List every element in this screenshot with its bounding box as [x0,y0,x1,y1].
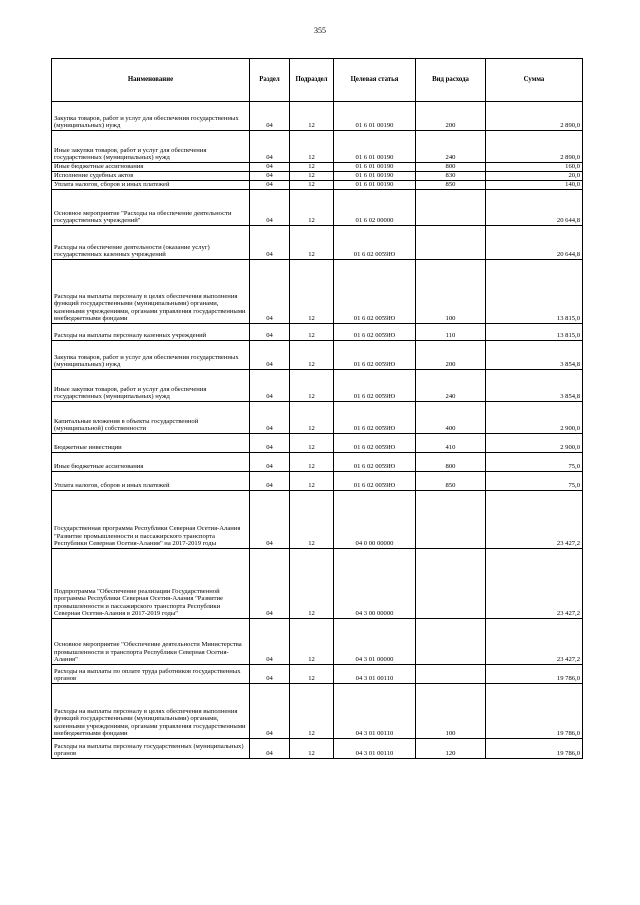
cell-expense-type [416,491,486,549]
cell-amount: 20,0 [486,172,583,181]
cell-target-article: 04 3 01 00110 [334,739,416,759]
cell-subsection: 12 [290,665,334,684]
cell-expense-type [416,619,486,665]
cell-target-article: 01 6 01 00190 [334,172,416,181]
header-amount: Сумма [486,59,583,102]
cell-section: 04 [250,163,290,172]
header-section: Раздел [250,59,290,102]
cell-name: Расходы на обеспечение деятельности (оказание услуг) государственных казенных учреждений [52,226,250,260]
cell-expense-type: 110 [416,324,486,341]
cell-target-article: 04 3 01 00110 [334,665,416,684]
cell-name: Подпрограмма "Обеспечение реализации Государственной программы Республики Северная Осетия-Алания "Развитие промышленности и пассажирского транспорта Республики Северная Осетия-Алания в 2017-2019 годы" [52,549,250,619]
cell-section: 04 [250,665,290,684]
cell-expense-type: 410 [416,434,486,453]
cell-target-article: 01 6 02 0059Ю [334,226,416,260]
cell-target-article: 04 3 00 00000 [334,549,416,619]
cell-target-article: 01 6 02 0059Ю [334,453,416,472]
cell-expense-type: 830 [416,172,486,181]
cell-section: 04 [250,549,290,619]
cell-name: Уплата налогов, сборов и иных платежей [52,472,250,491]
table-row [52,684,583,739]
table-row [52,472,583,491]
cell-expense-type: 100 [416,684,486,739]
cell-target-article: 04 3 01 00000 [334,619,416,665]
cell-expense-type [416,665,486,684]
cell-expense-type: 850 [416,181,486,190]
cell-expense-type [416,549,486,619]
cell-amount: 23 427,2 [486,619,583,665]
cell-target-article: 04 0 00 00000 [334,491,416,549]
cell-expense-type: 800 [416,453,486,472]
cell-name: Расходы на выплаты персоналу в целях обеспечения выполнения функций государственными (муниципальными) органами, казенными учреждениями, органами управления государственными внебюджетными фондами [52,684,250,739]
cell-name: Основное мероприятие "Обеспечение деятельности Министерства промышленности и транспорта Республики Северная Осетия-Алания" [52,619,250,665]
cell-section: 04 [250,131,290,163]
cell-section: 04 [250,190,290,226]
table-row [52,226,583,260]
cell-target-article: 01 6 02 0059Ю [334,324,416,341]
cell-section: 04 [250,491,290,549]
cell-amount: 13 815,0 [486,260,583,324]
cell-name: Исполнение судебных актов [52,172,250,181]
cell-amount: 19 786,0 [486,739,583,759]
table-header-row [52,59,583,102]
cell-amount: 20 644,8 [486,226,583,260]
cell-subsection: 12 [290,163,334,172]
table-row [52,665,583,684]
table-row [52,181,583,190]
cell-target-article: 01 6 01 00190 [334,131,416,163]
cell-section: 04 [250,324,290,341]
cell-subsection: 12 [290,370,334,402]
table-row [52,549,583,619]
cell-amount: 23 427,2 [486,491,583,549]
budget-table [51,58,583,759]
cell-target-article: 01 6 02 0059Ю [334,370,416,402]
cell-name: Иные бюджетные ассигнования [52,453,250,472]
cell-amount: 13 815,0 [486,324,583,341]
cell-amount: 3 854,8 [486,370,583,402]
cell-name: Иные закупки товаров, работ и услуг для обеспечения государственных (муниципальных) нужд [52,370,250,402]
cell-section: 04 [250,172,290,181]
cell-target-article: 01 6 01 00190 [334,163,416,172]
cell-section: 04 [250,434,290,453]
table-row [52,739,583,759]
cell-section: 04 [250,370,290,402]
cell-target-article: 01 6 02 0059Ю [334,260,416,324]
cell-section: 04 [250,102,290,131]
cell-section: 04 [250,260,290,324]
cell-subsection: 12 [290,739,334,759]
cell-subsection: 12 [290,181,334,190]
cell-target-article: 04 3 01 00110 [334,684,416,739]
table-row [52,260,583,324]
cell-expense-type: 120 [416,739,486,759]
cell-amount: 75,0 [486,472,583,491]
cell-subsection: 12 [290,172,334,181]
cell-expense-type: 240 [416,131,486,163]
cell-subsection: 12 [290,684,334,739]
cell-expense-type: 850 [416,472,486,491]
cell-subsection: 12 [290,131,334,163]
cell-section: 04 [250,684,290,739]
cell-subsection: 12 [290,434,334,453]
cell-name: Государственная программа Республики Северная Осетия-Алания "Развитие промышленности и пассажирского транспорта Республики Северная Осетия-Алания" на 2017-2019 годы [52,491,250,549]
cell-expense-type: 100 [416,260,486,324]
cell-expense-type: 200 [416,341,486,370]
header-expense-type: Вид расхода [416,59,486,102]
cell-target-article: 01 6 01 00190 [334,102,416,131]
cell-section: 04 [250,181,290,190]
cell-target-article: 01 6 02 0059Ю [334,402,416,434]
cell-subsection: 12 [290,102,334,131]
cell-amount: 75,0 [486,453,583,472]
table-row [52,453,583,472]
cell-subsection: 12 [290,472,334,491]
cell-subsection: 12 [290,402,334,434]
table-row [52,370,583,402]
cell-section: 04 [250,402,290,434]
cell-target-article: 01 6 01 00190 [334,181,416,190]
header-name: Наименование [52,59,250,102]
cell-section: 04 [250,453,290,472]
cell-subsection: 12 [290,491,334,549]
cell-subsection: 12 [290,453,334,472]
cell-expense-type: 240 [416,370,486,402]
table-row [52,324,583,341]
cell-target-article: 01 6 02 00000 [334,190,416,226]
cell-name: Расходы на выплаты по оплате труда работников государственных органов [52,665,250,684]
cell-section: 04 [250,226,290,260]
cell-section: 04 [250,472,290,491]
cell-subsection: 12 [290,190,334,226]
cell-name: Расходы на выплаты персоналу казенных учреждений [52,324,250,341]
cell-amount: 19 786,0 [486,665,583,684]
cell-amount: 3 854,8 [486,341,583,370]
cell-name: Закупка товаров, работ и услуг для обеспечения государственных (муниципальных) нужд [52,341,250,370]
cell-expense-type: 400 [416,402,486,434]
cell-name: Уплата налогов, сборов и иных платежей [52,181,250,190]
cell-name: Бюджетные инвестиции [52,434,250,453]
cell-subsection: 12 [290,619,334,665]
cell-amount: 20 644,8 [486,190,583,226]
table-row [52,163,583,172]
cell-expense-type [416,190,486,226]
table-row [52,341,583,370]
cell-subsection: 12 [290,341,334,370]
cell-expense-type: 200 [416,102,486,131]
cell-amount: 2 890,0 [486,102,583,131]
cell-amount: 140,0 [486,181,583,190]
cell-name: Расходы на выплаты персоналу государственных (муниципальных) органов [52,739,250,759]
cell-name: Иные закупки товаров, работ и услуг для обеспечения государственных (муниципальных) нужд [52,131,250,163]
table-row [52,434,583,453]
cell-name: Капитальные вложения в объекты государственной (муниципальной) собственности [52,402,250,434]
cell-section: 04 [250,619,290,665]
cell-subsection: 12 [290,260,334,324]
cell-section: 04 [250,739,290,759]
table-row [52,402,583,434]
table-row [52,491,583,549]
page-number: 355 [314,26,326,35]
cell-expense-type: 800 [416,163,486,172]
cell-name: Закупка товаров, работ и услуг для обеспечения государственных (муниципальных) нужд [52,102,250,131]
cell-amount: 23 427,2 [486,549,583,619]
cell-name: Иные бюджетные ассигнования [52,163,250,172]
table-row [52,190,583,226]
cell-name: Расходы на выплаты персоналу в целях обеспечения выполнения функций государственными (муниципальными) органами, казенными учреждениями, органами управления государственными внебюджетными фондами [52,260,250,324]
table-row [52,131,583,163]
cell-target-article: 01 6 02 0059Ю [334,434,416,453]
table-row [52,619,583,665]
table-row [52,172,583,181]
cell-amount: 160,0 [486,163,583,172]
cell-target-article: 01 6 02 0059Ю [334,472,416,491]
cell-section: 04 [250,341,290,370]
cell-name: Основное мероприятие "Расходы на обеспечение деятельности государственных учреждений" [52,190,250,226]
cell-subsection: 12 [290,226,334,260]
cell-amount: 2 900,0 [486,402,583,434]
table-row [52,102,583,131]
cell-subsection: 12 [290,549,334,619]
cell-expense-type [416,226,486,260]
cell-amount: 19 786,0 [486,684,583,739]
cell-amount: 2 890,0 [486,131,583,163]
cell-target-article: 01 6 02 0059Ю [334,341,416,370]
header-target-article: Целевая статья [334,59,416,102]
header-subsection: Подраздел [290,59,334,102]
cell-subsection: 12 [290,324,334,341]
cell-amount: 2 900,0 [486,434,583,453]
